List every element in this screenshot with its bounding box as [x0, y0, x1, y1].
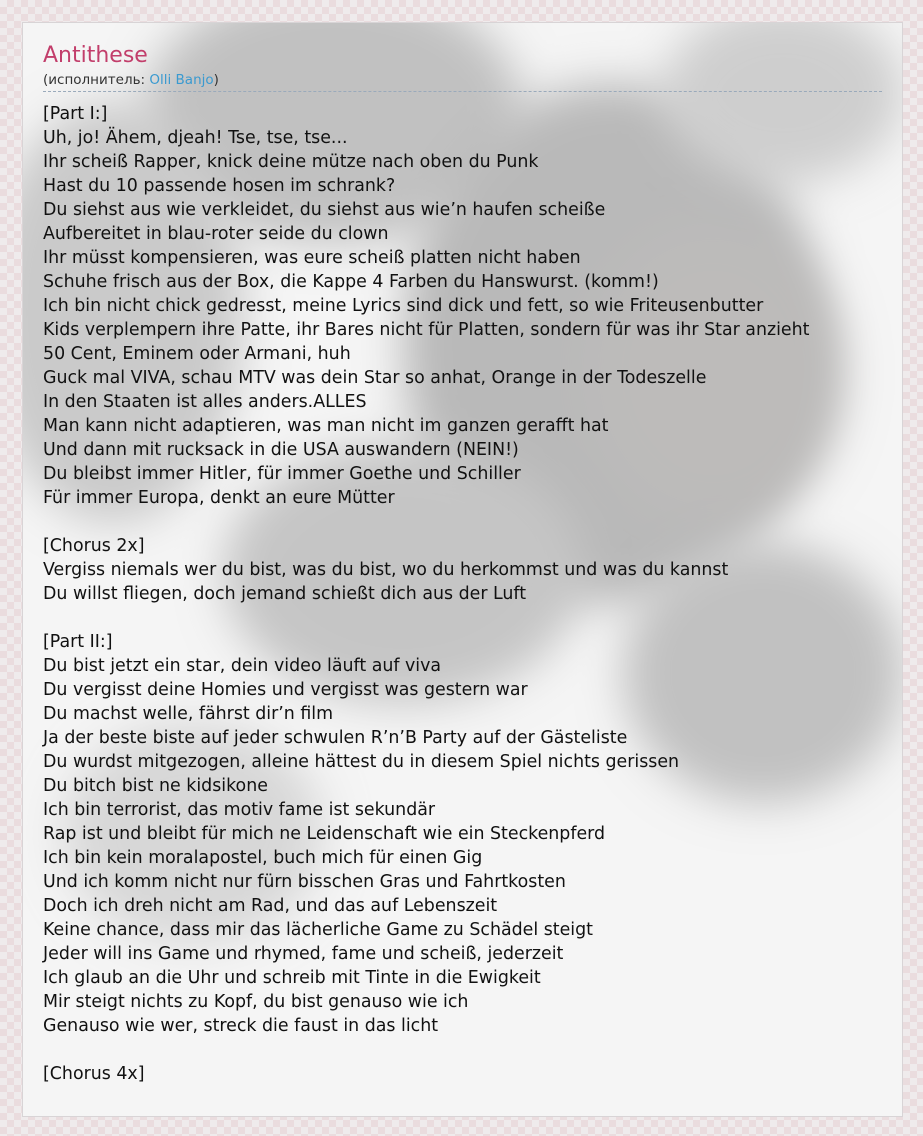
blank-line: [43, 1038, 902, 1062]
lyric-line: Keine chance, dass mir das lächerliche Game zu Schädel steigt: [43, 920, 593, 940]
artist-prefix: (исполнитель:: [43, 72, 150, 88]
lyric-line: Du machst welle, fährst dir’n film: [43, 704, 334, 724]
lyric-line: Ich bin kein moralapostel, buch mich für einen Gig: [43, 848, 483, 868]
lyric-line: Ich bin terrorist, das motiv fame ist sekundär: [43, 800, 436, 820]
lyric-line: Ich bin nicht chick gedresst, meine Lyrics sind dick und fett, so wie Friteusenbutter: [43, 296, 764, 316]
lyric-line: 50 Cent, Eminem oder Armani, huh: [43, 344, 351, 364]
section-heading: [Chorus 2x]: [43, 536, 145, 556]
lyric-line: In den Staaten ist alles anders.ALLES: [43, 392, 367, 412]
lyric-line: Rap ist und bleibt für mich ne Leidenschaft wie ein Steckenpferd: [43, 824, 606, 844]
lyric-line: Du bitch bist ne kidsikone: [43, 776, 268, 796]
title-divider: [43, 91, 882, 92]
lyric-line: Ja der beste biste auf jeder schwulen R’n’B Party auf der Gästeliste: [43, 728, 628, 748]
lyric-line: Ihr scheiß Rapper, knick deine mütze nach oben du Punk: [43, 152, 539, 172]
lyric-line: Aufbereitet in blau-roter seide du clown: [43, 224, 389, 244]
section-heading: [Part I:]: [43, 104, 108, 124]
lyric-line: Für immer Europa, denkt an eure Mütter: [43, 488, 395, 508]
blank-line: [43, 606, 902, 630]
lyric-line: Ich glaub an die Uhr und schreib mit Tinte in die Ewigkeit: [43, 968, 541, 988]
lyric-line: Jeder will ins Game und rhymed, fame und scheiß, jederzeit: [43, 944, 564, 964]
lyrics-text: [43, 102, 902, 1086]
lyric-line: Doch ich dreh nicht am Rad, und das auf Lebenszeit: [43, 896, 498, 916]
lyric-line: Hast du 10 passende hosen im schrank?: [43, 176, 396, 196]
lyric-line: Du vergisst deine Homies und vergisst was gestern war: [43, 680, 528, 700]
section-heading: [Part II:]: [43, 632, 113, 652]
song-title: Antithese: [43, 43, 148, 68]
lyric-line: Vergiss niemals wer du bist, was du bist, wo du herkommst und was du kannst: [43, 560, 729, 580]
lyric-line: Du bist jetzt ein star, dein video läuft auf viva: [43, 656, 442, 676]
lyrics-card: [22, 22, 903, 1117]
artist-link[interactable]: Olli Banjo: [149, 72, 214, 88]
lyric-line: Genauso wie wer, streck die faust in das licht: [43, 1016, 439, 1036]
blank-line: [43, 510, 902, 534]
lyric-line: Ihr müsst kompensieren, was eure scheiß platten nicht haben: [43, 248, 581, 268]
artist-suffix: ): [213, 72, 219, 88]
lyric-line: Du willst fliegen, doch jemand schießt dich aus der Luft: [43, 584, 527, 604]
lyric-line: Und ich komm nicht nur fürn bisschen Gras und Fahrtkosten: [43, 872, 566, 892]
lyric-line: Man kann nicht adaptieren, was man nicht im ganzen gerafft hat: [43, 416, 609, 436]
lyric-line: Uh, jo! Ähem, djeah! Tse, tse, tse...: [43, 128, 348, 148]
lyric-line: Du bleibst immer Hitler, für immer Goethe und Schiller: [43, 464, 521, 484]
lyrics-content: [43, 41, 902, 1086]
lyric-line: Du wurdst mitgezogen, alleine hättest du in diesem Spiel nichts gerissen: [43, 752, 680, 772]
section-heading: [Chorus 4x]: [43, 1064, 145, 1084]
lyric-line: Kids verplempern ihre Patte, ihr Bares nicht für Platten, sondern für was ihr Star anzieht: [43, 320, 810, 340]
lyric-line: Mir steigt nichts zu Kopf, du bist genauso wie ich: [43, 992, 469, 1012]
lyric-line: Und dann mit rucksack in die USA auswandern (NEIN!): [43, 440, 519, 460]
artist-line: [43, 71, 902, 89]
lyric-line: Schuhe frisch aus der Box, die Kappe 4 Farben du Hanswurst. (komm!): [43, 272, 659, 292]
lyric-line: Guck mal VIVA, schau MTV was dein Star so anhat, Orange in der Todeszelle: [43, 368, 707, 388]
lyric-line: Du siehst aus wie verkleidet, du siehst aus wie’n haufen scheiße: [43, 200, 606, 220]
